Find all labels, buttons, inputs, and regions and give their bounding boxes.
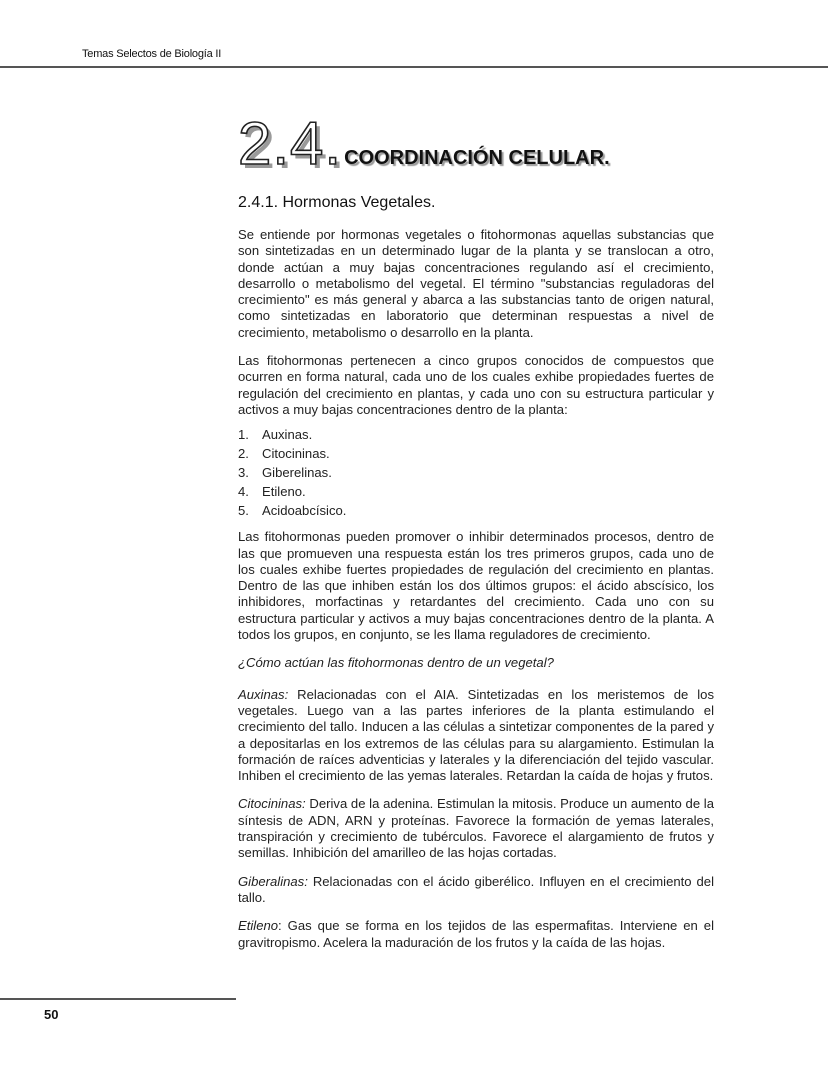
definition-etileno <box>238 918 714 951</box>
term: Etileno <box>238 918 279 934</box>
list-number: 5. <box>238 503 249 519</box>
term: Citocininas: <box>238 796 306 812</box>
definition-citocininas <box>238 796 714 861</box>
paragraph-definition: Se entiende por hormonas vegetales o fitohormonas aquellas substancias que son sintetizadas en un determinado lugar de la planta y se translocan a otro, donde actúan a muy bajas concentraciones regulando así el crecimiento, desarrollo o metabolismo del vegetal. El término "substancias reguladoras del crecimiento" es más general y abarca a las substancias tanto de origen natural, como sintetizadas en laboratorio que determinan respuestas a nivel de crecimiento, metabolismo o desarrollo en la planta. <box>238 227 714 340</box>
list-text: Giberelinas. <box>262 465 332 481</box>
list-item <box>238 482 714 501</box>
chapter-heading <box>238 108 610 180</box>
paragraph-promote-inhibit: Las fitohormonas pueden promover o inhibir determinados procesos, dentro de las que promueven una respuesta están los tres primeros grupos, cada uno de los cuales exhibe fuertes propiedades de regulación del crecimiento en plantas. Dentro de las que inhiben están los dos últimos grupos: el ácido abscísico, los inhibidores, morfactinas y retardantes del crecimiento. Cada uno con su estructura particular y activos a muy bajas concentraciones dentro de la planta. A todos los grupos, en conjunto, se les llama reguladores de crecimiento. <box>238 529 714 643</box>
definition-text: Deriva de la adenina. Estimulan la mitosis. Produce un aumento de la síntesis de ADN, ARN y proteínas. Favorece la formación de yemas laterales, transpiración y crecimiento de tubérculos. Favorece el alargamiento de frutos y semillas. Inhibición del amarilleo de las hojas cortadas. <box>238 796 714 861</box>
section-title: 2.4.1. Hormonas Vegetales. <box>238 194 436 211</box>
list-item <box>238 444 714 463</box>
hormone-list <box>238 425 714 520</box>
page-number: 50 <box>44 1007 59 1022</box>
running-header: Temas Selectos de Biología II <box>82 48 222 60</box>
list-text: Acidoabcísico. <box>262 503 347 519</box>
list-text: Auxinas. <box>262 427 313 443</box>
list-number: 3. <box>238 465 249 481</box>
definition-auxinas <box>238 687 714 785</box>
page-content <box>238 193 714 963</box>
definition-text: Relacionadas con el AIA. Sintetizadas en los meristemos de los vegetales. Luego van a las partes inferiores de la planta estimulando el crecimiento del tallo. Inducen a las células a sintetizar componentes de la pared y a depositarlas en los extremos de las células para su alargamiento. Estimulan la formación de raíces adventicias y laterales y la diferenciación del tejido vascular. Inhiben el crecimiento de las yemas laterales. Retardan la caída de hojas y frutos. <box>238 686 714 784</box>
list-number: 2. <box>238 446 249 462</box>
term: Giberalinas: <box>238 873 308 889</box>
list-item <box>238 501 714 520</box>
chapter-title: COORDINACIÓN CELULAR. <box>344 147 610 169</box>
footer-rule <box>0 998 236 1000</box>
question: ¿Cómo actúan las fitohormonas dentro de un vegetal? <box>238 655 554 671</box>
list-text: Etileno. <box>262 484 306 500</box>
definition-giberalinas <box>238 874 714 907</box>
definition-text: Relacionadas con el ácido giberélico. Influyen en el crecimiento del tallo. <box>238 873 714 905</box>
list-text: Citocininas. <box>262 446 330 462</box>
list-number: 4. <box>238 484 249 500</box>
list-item <box>238 463 714 482</box>
chapter-number: 2.4. <box>238 110 343 177</box>
term: Auxinas: <box>238 686 289 702</box>
definition-text: : Gas que se forma en los tejidos de las espermafitas. Interviene en el gravitropismo. Acelera la maduración de los frutos y la caída de las hojas. <box>238 918 714 950</box>
list-item <box>238 425 714 444</box>
header-rule <box>0 66 828 68</box>
paragraph-groups: Las fitohormonas pertenecen a cinco grupos conocidos de compuestos que ocurren en forma natural, cada uno de los cuales exhibe propiedades fuertes de regulación del crecimiento en plantas, y cada uno con su estructura particular y activos a muy bajas concentraciones dentro de la planta: <box>238 353 714 417</box>
list-number: 1. <box>238 427 249 443</box>
